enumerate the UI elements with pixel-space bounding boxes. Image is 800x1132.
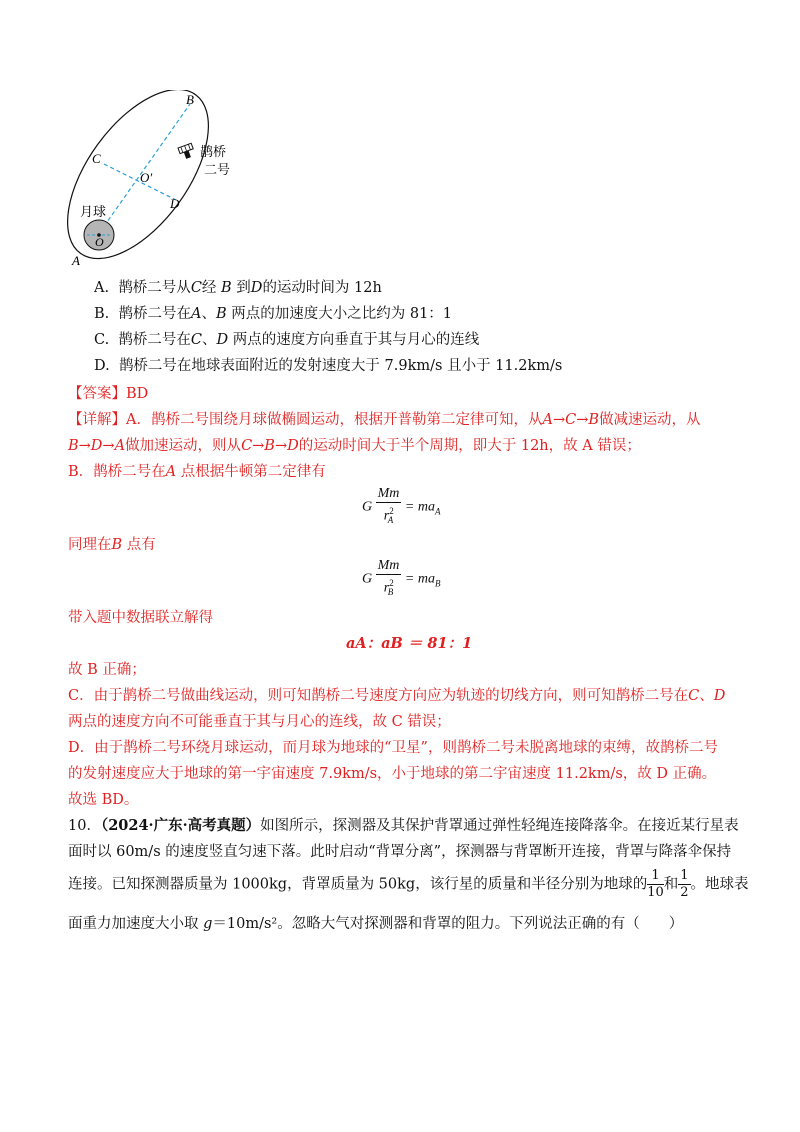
label-o: O: [95, 235, 104, 249]
detail-d-line2: 的发射速度应大于地球的第一宇宙速度 7.9km/s，小于地球的第二宇宙速度 11.2km/s，故 D 正确。: [68, 766, 717, 782]
equation-2: G $\frac{Mm}{r^2_B}$ = $ma_B$: [362, 558, 441, 598]
answer-label: 【答案】: [68, 386, 126, 402]
question-10-line3: 连接。已知探测器质量为 1000kg，背罩质量为 50kg，该行星的质量和半径分别为地球的 $\frac{1}{10}$ 和 $\frac{1}{2}$ 。地球表: [68, 868, 749, 900]
label-probe-line2: 二号: [204, 163, 231, 178]
detail-a-line2: B→D→A做加速运动，则从C→B→D的运动时间大于半个周期，即大于 12h，故 A 错误；: [68, 438, 641, 454]
option-a: A. 鹊桥二号从C经 B 到D的运动时间为 12h: [94, 280, 382, 296]
question-source: （2024·广东·高考真题）: [100, 817, 261, 834]
answer-value: BD: [126, 386, 149, 402]
satellite-icon: [178, 143, 196, 160]
detail-substitute: 带入题中数据联立解得: [68, 610, 213, 626]
detail-ratio: aA：aB ＝ 81：1: [346, 635, 473, 652]
label-a: A: [72, 253, 80, 268]
detail-same-line: 同理在B 点有: [68, 537, 156, 553]
orbit-diagram: [60, 90, 260, 270]
detail-final: 故选 BD。: [68, 792, 139, 808]
detail-c-line1: C．由于鹊桥二号做曲线运动，则可知鹊桥二号速度方向应为轨迹的切线方向，则可知鹊桥二号在C、D: [68, 688, 726, 704]
label-o-prime: O′: [140, 170, 153, 185]
detail-b-conclusion: 故 B 正确；: [68, 662, 146, 678]
option-c: C. 鹊桥二号在C、D 两点的速度方向垂直于其与月心的连线: [94, 332, 480, 348]
label-c: C: [92, 151, 101, 166]
label-moon: 月球: [80, 205, 107, 220]
label-d: D: [170, 196, 180, 211]
detail-d-line1: D．由于鹊桥二号环绕月球运动，而月球为地球的“卫星”，则鹊桥二号未脱离地球的束缚，故鹊桥二号: [68, 740, 718, 756]
detail-c-line2: 两点的速度方向不可能垂直于其与月心的连线，故 C 错误；: [68, 714, 451, 730]
orbit-figure: [60, 90, 260, 270]
label-b: B: [186, 92, 194, 107]
question-number: 10．: [68, 818, 101, 834]
detail-a-line1: 【详解】A．鹊桥二号围绕月球做椭圆运动，根据开普勒第二定律可知，从A→C→B做减速运动，从: [68, 412, 701, 428]
option-d: D. 鹊桥二号在地球表面附近的发射速度大于 7.9km/s 且小于 11.2km/s: [94, 358, 563, 374]
question-10-line1: 10．（2024·广东·高考真题）如图所示，探测器及其保护背罩通过弹性轻绳连接降落伞。在接近某行星表: [68, 817, 739, 834]
question-10-line2: 面时以 60m/s 的速度竖直匀速下落。此时启动“背罩分离”，探测器与背罩断开连接，背罩与降落伞保持: [68, 844, 732, 860]
question-10-line4: 面重力加速度大小取 g＝10m/s²。忽略大气对探测器和背罩的阻力。下列说法正确的有（ ）: [68, 916, 684, 932]
label-probe-line1: 鹊桥: [200, 145, 227, 160]
major-axis-dashed: [100, 104, 190, 232]
option-b: B. 鹊桥二号在A、B 两点的加速度大小之比约为 81：1: [94, 306, 453, 322]
equation-1: G $\frac{Mm}{r^2_A}$ = $ma_A$: [362, 486, 441, 526]
answer-line: [68, 382, 148, 403]
detail-b-line: B．鹊桥二号在A 点根据牛顿第二定律有: [68, 464, 326, 480]
